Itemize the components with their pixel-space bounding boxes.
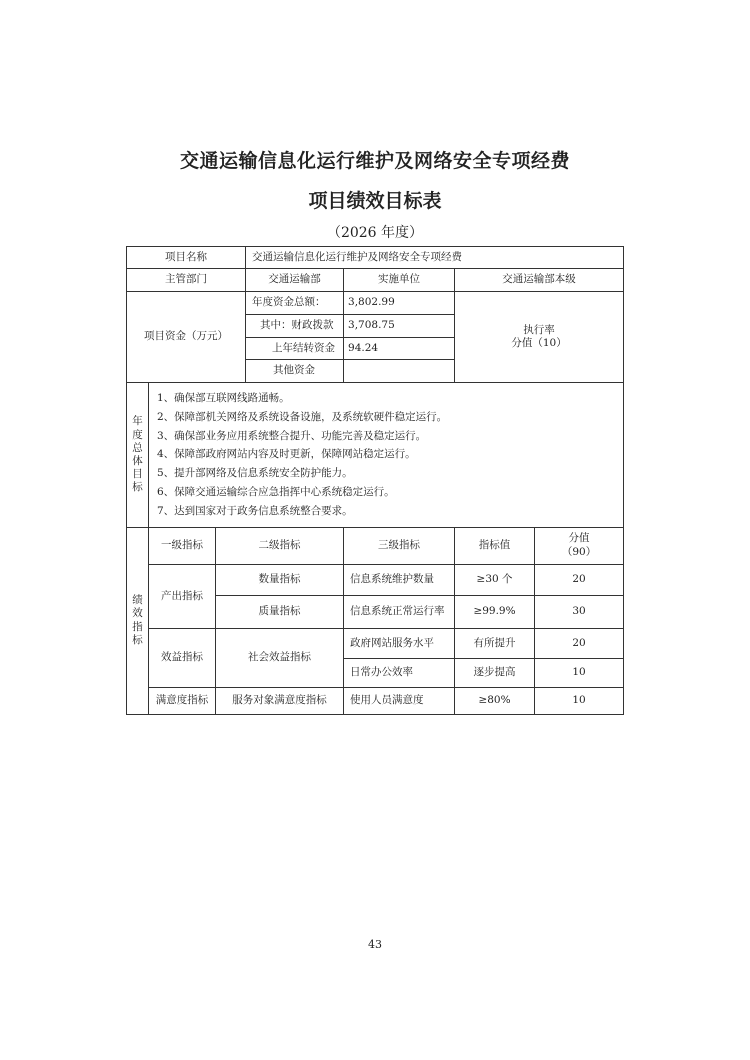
quantity-level3: 信息系统维护数量	[344, 564, 455, 595]
funds-carryover-label: 上年结转资金	[246, 338, 344, 360]
benefit-level1: 效益指标	[149, 628, 216, 687]
row-annual-goals	[127, 383, 624, 528]
satisfaction-score: 10	[535, 687, 624, 714]
goal-item: 1、确保部互联网线路通畅。	[157, 392, 290, 404]
goal-item: 2、保障部机关网络及系统设备设施，及系统软硬件稳定运行。	[157, 410, 448, 423]
fiscal-year: （2026 年度）	[326, 225, 424, 241]
page-number: 43	[368, 938, 382, 951]
header-score: 分值 （90）	[535, 527, 624, 564]
exec-rate-score: 分值（10）	[511, 337, 567, 349]
quantity-value: ≥30 个	[455, 564, 535, 595]
project-name-label: 项目名称	[127, 247, 246, 269]
row-funds-total	[127, 292, 624, 315]
funds-carryover-value: 94.24	[344, 338, 455, 360]
row-benefit-1	[127, 628, 624, 658]
quality-level2: 质量指标	[216, 595, 344, 628]
header-level1: 一级指标	[149, 527, 216, 564]
goal-item: 5、提升部网络及信息系统安全防护能力。	[157, 467, 353, 480]
indicators-label: 绩 效 指 标	[127, 527, 149, 714]
funds-label: 项目资金（万元）	[127, 292, 246, 383]
header-value: 指标值	[455, 527, 535, 564]
exec-rate-label: 执行率	[523, 323, 555, 336]
project-name-value: 交通运输信息化运行维护及网络安全专项经费	[246, 247, 624, 269]
funds-fiscal-value: 3,708.75	[344, 315, 455, 338]
goal-item: 7、达到国家对于政务信息系统整合要求。	[157, 504, 353, 517]
performance-target-table	[126, 246, 624, 715]
unit-label: 实施单位	[344, 269, 455, 292]
row-indicator-headers	[127, 527, 624, 564]
funds-total-label: 年度资金总额：	[246, 292, 344, 315]
benefit-2-level3: 日常办公效率	[344, 658, 455, 687]
header-level3: 三级指标	[344, 527, 455, 564]
funds-fiscal-label: 其中：财政拨款	[246, 315, 344, 338]
goal-item: 3、确保部业务应用系统整合提升、功能完善及稳定运行。	[157, 429, 427, 442]
quality-value: ≥99.9%	[455, 595, 535, 628]
benefit-1-level3: 政府网站服务水平	[344, 628, 455, 658]
goal-item: 6、保障交通运输综合应急指挥中心系统稳定运行。	[157, 485, 395, 498]
row-project-name	[127, 247, 624, 269]
output-level1: 产出指标	[149, 564, 216, 628]
unit-value: 交通运输部本级	[455, 269, 624, 292]
funds-total-value: 3,802.99	[344, 292, 455, 315]
quantity-score: 20	[535, 564, 624, 595]
quality-level3: 信息系统正常运行率	[344, 595, 455, 628]
header-level2: 二级指标	[216, 527, 344, 564]
goal-item: 4、保障部政府网站内容及时更新，保障网站稳定运行。	[157, 448, 416, 461]
benefit-level2: 社会效益指标	[216, 628, 344, 687]
satisfaction-level1: 满意度指标	[149, 687, 216, 714]
exec-rate-cell	[455, 292, 624, 383]
row-output-quantity	[127, 564, 624, 595]
benefit-2-score: 10	[535, 658, 624, 687]
funds-other-value	[344, 360, 455, 383]
annual-goals-list	[149, 383, 624, 528]
funds-other-label: 其他资金	[246, 360, 344, 383]
satisfaction-level3: 使用人员满意度	[344, 687, 455, 714]
document-title: 交通运输信息化运行维护及网络安全专项经费	[179, 150, 570, 172]
quantity-level2: 数量指标	[216, 564, 344, 595]
row-satisfaction	[127, 687, 624, 714]
benefit-2-value: 逐步提高	[455, 658, 535, 687]
satisfaction-value: ≥80%	[455, 687, 535, 714]
row-department	[127, 269, 624, 292]
dept-value: 交通运输部	[246, 269, 344, 292]
quality-score: 30	[535, 595, 624, 628]
annual-goals-label: 年 度 总 体 目 标	[127, 383, 149, 528]
dept-label: 主管部门	[127, 269, 246, 292]
benefit-1-score: 20	[535, 628, 624, 658]
satisfaction-level2: 服务对象满意度指标	[216, 687, 344, 714]
document-subtitle: 项目绩效目标表	[308, 190, 442, 212]
benefit-1-value: 有所提升	[455, 628, 535, 658]
